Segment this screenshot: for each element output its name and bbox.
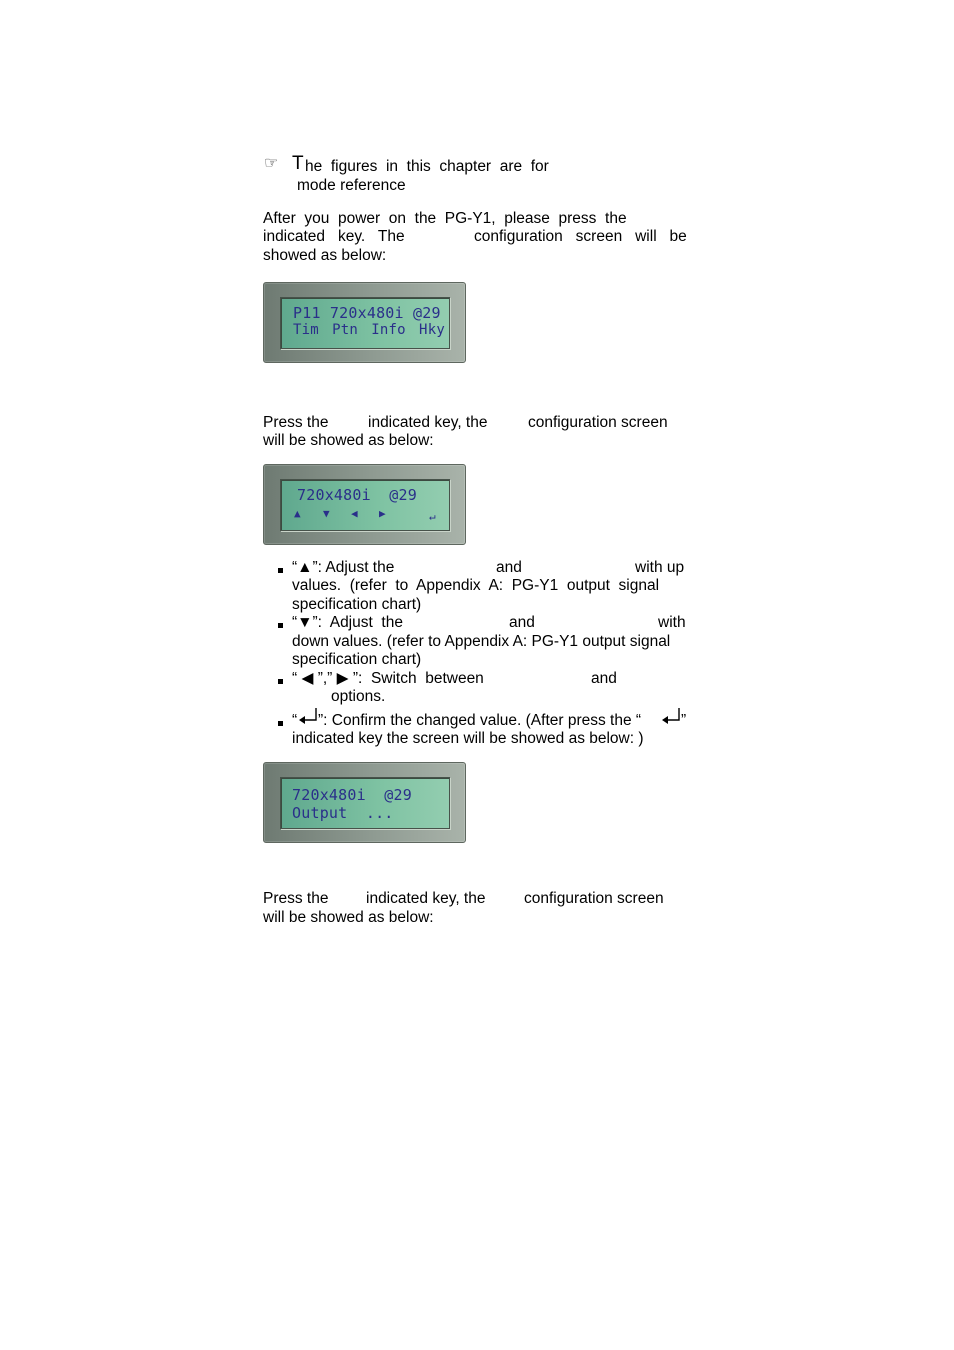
para1-line1: After you power on the PG-Y1, please press the [263,210,627,227]
pointing-hand-icon: ☞ [264,155,279,172]
bullet1-line2: values. (refer to Appendix A: PG-Y1 output signal [292,577,660,594]
bullet3-line1a: “ ◀ ”,” ▶ ”: Switch between [292,670,484,687]
bullet4-line2: indicated key the screen will be showed as below: ) [292,730,644,747]
lcd-screen-main [263,282,466,363]
bullet1-line1a: “▲”: Adjust the [292,559,395,576]
lcd-row-1: 720x480i @29 [297,486,417,504]
para1-line2a: indicated key. The [263,228,405,245]
bullet-marker [278,679,283,684]
bullet1-line3: specification chart) [292,596,422,613]
lcd-row-1: 720x480i @29 [292,786,412,804]
lcd-display [280,479,450,531]
bullet2-line1c: with [658,614,686,631]
note-line2: mode reference [297,177,406,194]
lcd-display [280,297,450,349]
bullet1-line1b: and [496,559,522,576]
para1-line3: showed as below: [263,247,387,264]
note-line1: he figures in this chapter are for [305,158,549,175]
para2-line1b: indicated key, the [368,414,488,431]
up-arrow-icon: ▲ [294,507,301,520]
enter-key-icon [298,706,320,726]
para1-line2b: configuration screen will be [474,228,687,245]
bullet1-line1c: with up [635,559,685,576]
lcd-row-2: Output ... [292,804,394,822]
enter-key-icon [661,706,683,726]
down-arrow-icon: ▼ [323,507,330,520]
left-arrow-icon: ◀ [351,507,358,520]
bullet2-line1b: and [509,614,535,631]
note-initial: T [292,153,304,174]
bullet2-line1a: “▼”: Adjust the [292,614,403,631]
para3-line1a: Press the [263,890,329,907]
lcd-screen-output [263,762,466,843]
lcd-screen-timing [263,464,466,545]
para3-line2: will be showed as below: [263,909,434,926]
bullet2-line2: down values. (refer to Appendix A: PG-Y1 output signal [292,633,671,650]
para3-line1b: indicated key, the [366,890,486,907]
bullet-marker [278,568,283,573]
para2-line1a: Press the [263,414,329,431]
bullet2-line3: specification chart) [292,651,422,668]
para2-line2: will be showed as below: [263,432,434,449]
bullet-marker [278,623,283,628]
bullet3-line1b: and [591,670,617,687]
bullet4-quote-open: “ [292,712,298,729]
right-arrow-icon: ▶ [379,507,386,520]
enter-icon: ↵ [429,510,436,523]
para3-line1c: configuration screen [524,890,664,907]
bullet-marker [278,721,283,726]
bullet4-line1: ”: Confirm the changed value. (After press the “ [318,712,642,729]
bullet4-quote-close: ” [681,712,687,729]
bullet3-line2: options. [331,688,386,705]
lcd-display [280,777,450,829]
lcd-row-2: Tim Ptn Info Hky [293,322,445,338]
para2-line1c: configuration screen [528,414,668,431]
lcd-row-1: P11 720x480i @29 [293,304,441,322]
